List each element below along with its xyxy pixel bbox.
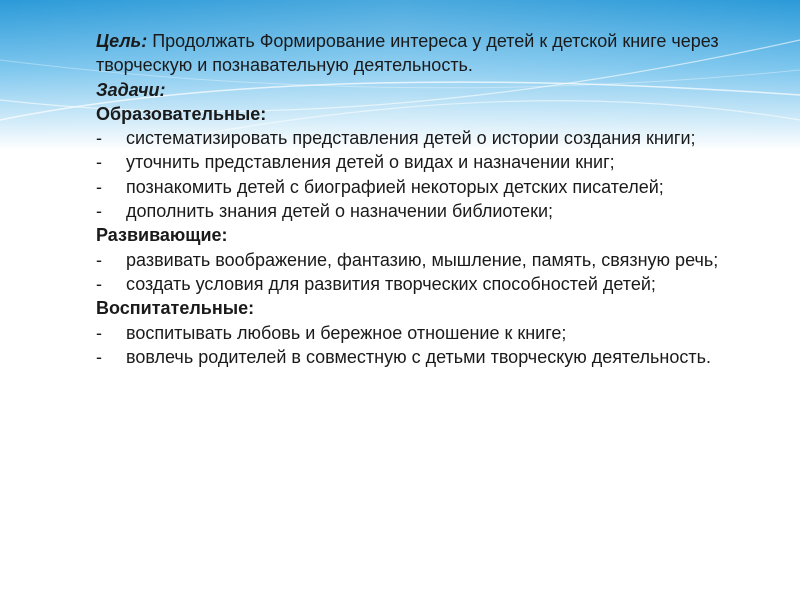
- list-item: [96, 175, 756, 199]
- tasks-label: Задачи:: [96, 79, 166, 100]
- task-list-upbringing: [96, 321, 756, 370]
- list-item: [96, 248, 756, 272]
- group-title-upbringing: Воспитательные:: [96, 298, 255, 319]
- list-item: [96, 126, 756, 150]
- list-item: [96, 150, 756, 174]
- bullet-dash: -: [96, 322, 102, 343]
- list-item: [96, 321, 756, 345]
- list-item-text: дополнить знания детей о назначении библиотеки;: [126, 201, 553, 222]
- list-item: [96, 272, 756, 296]
- list-item-text: познакомить детей с биографией некоторых детских писателей;: [126, 176, 664, 197]
- bullet-dash: -: [96, 152, 102, 173]
- list-item-text: систематизировать представления детей о истории создания книги;: [126, 128, 696, 149]
- list-item: [96, 345, 756, 369]
- list-item: [96, 199, 756, 223]
- bullet-dash: -: [96, 176, 102, 197]
- bullet-dash: -: [96, 249, 102, 270]
- list-item-text: уточнить представления детей о видах и назначении книг;: [126, 152, 615, 173]
- task-list-developmental: [96, 248, 756, 297]
- slide-content: [96, 29, 756, 369]
- goal-label: Цель:: [96, 31, 148, 51]
- goal-paragraph: [96, 29, 756, 78]
- bullet-dash: -: [96, 346, 102, 367]
- bullet-dash: -: [96, 201, 102, 222]
- bullet-dash: -: [96, 128, 102, 149]
- group-title-educational: Образовательные:: [96, 103, 267, 124]
- list-item-text: воспитывать любовь и бережное отношение к книге;: [126, 322, 567, 343]
- list-item-text: создать условия для развития творческих способностей детей;: [126, 273, 656, 294]
- group-title-developmental: Развивающие:: [96, 225, 228, 246]
- goal-text: Продолжать Формирование интереса у детей к детской книге через творческую и познавательную деятельность.: [96, 31, 719, 76]
- list-item-text: развивать воображение, фантазию, мышление, память, связную речь;: [126, 249, 719, 270]
- bullet-dash: -: [96, 273, 102, 294]
- list-item-text: вовлечь родителей в совместную с детьми творческую деятельность.: [126, 346, 711, 367]
- task-list-educational: [96, 126, 756, 223]
